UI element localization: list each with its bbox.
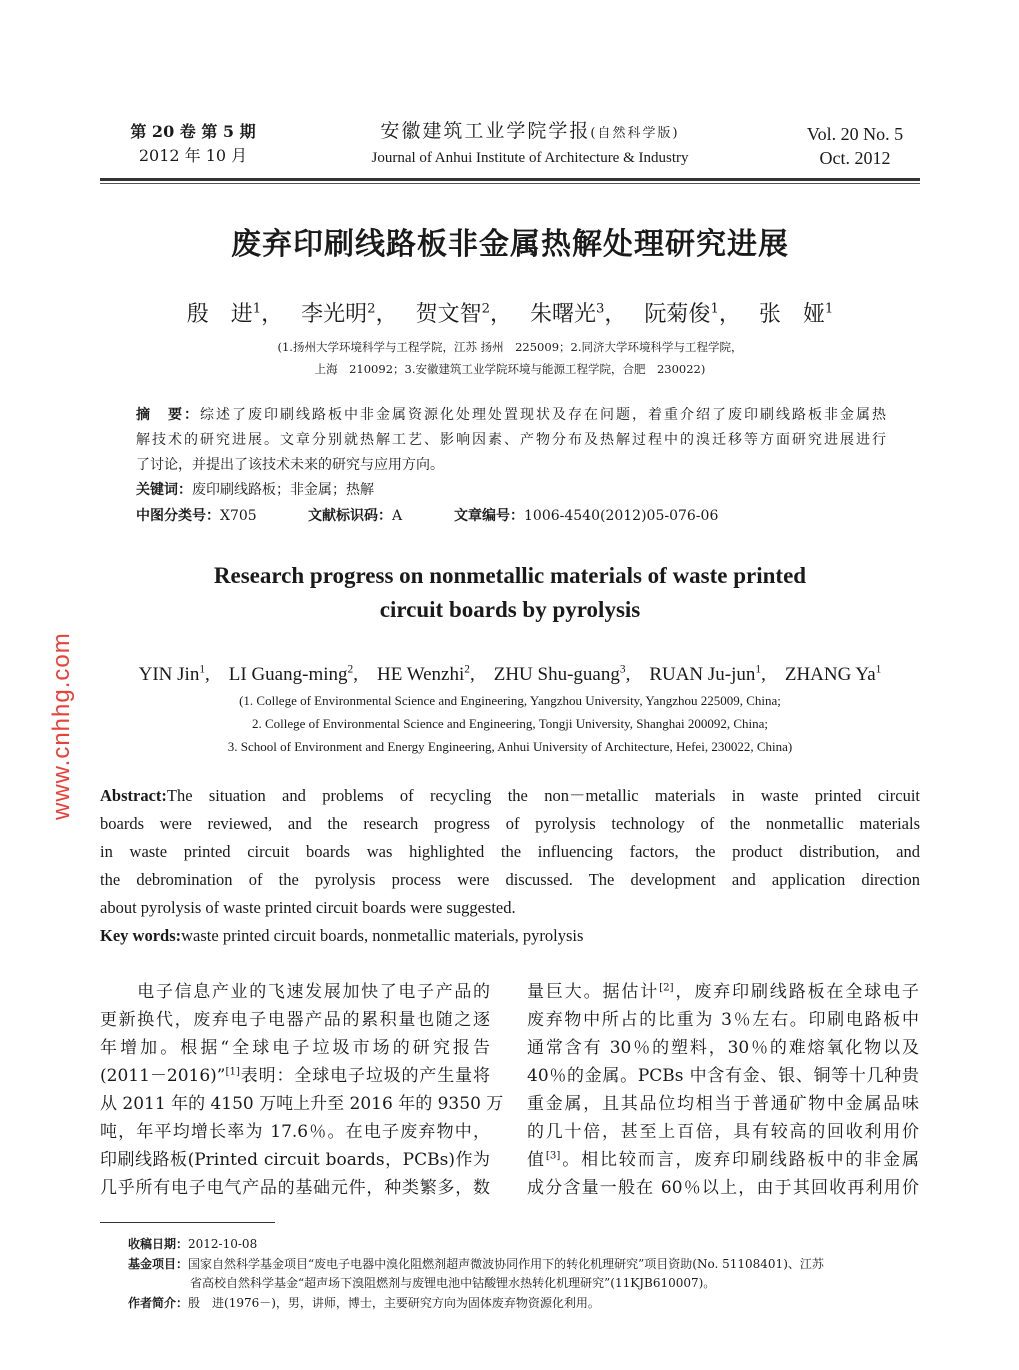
affiliations-en <box>100 689 920 758</box>
date-cn: 2012 年 10 月 <box>138 146 248 165</box>
author-cn: 李光明$^2$， <box>301 301 409 327</box>
abstract-en-line: about pyrolysis of waste printed circuit boards were suggested. <box>100 898 516 917</box>
citation: [3] <box>545 1150 561 1162</box>
body-line: 几乎所有电子电气产品的基础元件，种类繁多，数 <box>100 1178 490 1198</box>
classification-cn: 中图分类号：X705 文献标识码：A 文章编号：1006-4540(2012)05-076-06 <box>136 508 719 524</box>
author-en: ZHU Shu-guang$^3$, <box>493 663 645 685</box>
body-line: 通常含有 30％的塑料，30％的难熔氧化物以及 <box>527 1038 919 1058</box>
footnote-fund: 基金项目：国家自然科学基金项目“废电子电器中溴化阻燃剂超声微波协同作用下的转化机理研究”项目资助(No. 51108401)、江苏 <box>128 1257 824 1271</box>
affiliation-line: 3. School of Environment and Energy Engineering, Anhui University of Architecture, Hefei, 230022, China) <box>227 739 793 754</box>
title-en-line: circuit boards by pyrolysis <box>379 597 641 622</box>
abstract-en-line: Abstract:The situation and problems of recycling the non－metallic materials in waste printed circuit <box>100 786 920 805</box>
body-line: 年增加。根据“全球电子垃圾市场的研究报告 <box>100 1038 490 1058</box>
header-rule-thin <box>100 183 920 184</box>
author-cn: 朱曙光$^3$， <box>530 301 638 327</box>
body-line: 更新换代，废弃电子电器产品的累积量也随之逐 <box>100 1010 490 1030</box>
affiliation-line: 上海 210092；3.安徽建筑工业学院环境与能源工程学院，合肥 230022) <box>314 362 706 376</box>
abstract-cn-line: 摘 要：综述了废印刷线路板中非金属资源化处理处置现状及存在问题，着重介绍了废印刷线路板非金属热 <box>136 407 886 423</box>
body-line: (2011－2016)”[1]表明：全球电子垃圾的产生量将 <box>100 1066 490 1086</box>
author-en: ZHANG Ya$^1$ <box>784 663 882 685</box>
body-line: 重金属，且其品位均相当于普通矿物中金属品味 <box>527 1094 919 1114</box>
title-cn: 废弃印刷线路板非金属热解处理研究进展 <box>231 227 789 262</box>
journal-issue-cn <box>118 120 268 168</box>
abstract-en-line: the debromination of the pyrolysis process were discussed. The development and application direction <box>100 870 920 889</box>
author-en: YIN Jin$^1$, <box>138 663 225 685</box>
journal-issue-en <box>790 122 920 170</box>
abstract-en-line: boards were reviewed, and the research progress of pyrolysis technology of the nonmetallic materials <box>100 814 920 833</box>
abstract-en-line: in waste printed circuit boards was highlighted the influencing factors, the product distribution, and <box>100 842 920 861</box>
journal-name-cn: 安徽建筑工业学院学报 <box>380 120 591 142</box>
date-en: Oct. 2012 <box>819 148 891 168</box>
abstract-cn-line: 了讨论，并提出了该技术未来的研究与应用方向。 <box>136 457 444 473</box>
citation: [1] <box>225 1066 240 1078</box>
author-cn: 殷 进$^1$， <box>186 301 295 327</box>
keywords-cn: 关键词：废印刷线路板；非金属；热解 <box>136 482 374 498</box>
affiliation-line: (1. College of Environmental Science and Engineering, Yangzhou University, Yangzhou 225009, China; <box>239 693 781 708</box>
body-line: 成分含量一般在 60％以上，由于其回收再利用价 <box>527 1178 919 1198</box>
body-line: 值[3]。相比较而言，废弃印刷线路板中的非金属 <box>527 1150 920 1170</box>
author-en: LI Guang-ming$^2$, <box>228 663 373 685</box>
footnote-fund-cont: 省高校自然科学基金“超声场下溴阻燃剂与废锂电池中钴酸锂水热转化机理研究”(11KJB610007)。 <box>190 1276 716 1290</box>
author-en: RUAN Ju-jun$^1$, <box>649 663 781 685</box>
affiliation-line: 2. College of Environmental Science and Engineering, Tongji University, Shanghai 200092, China; <box>251 716 769 731</box>
body-line: 电子信息产业的飞速发展加快了电子产品的 <box>100 982 490 1002</box>
header-rule <box>100 178 920 181</box>
author-cn: 贺文智$^2$， <box>415 301 523 327</box>
author-cn: 张 娅$^1$ <box>758 301 834 327</box>
footnote-rule <box>100 1222 275 1223</box>
body-line: 量巨大。据估计[2]，废弃印刷线路板在全球电子 <box>527 982 920 1002</box>
volume-en: Vol. 20 No. 5 <box>806 124 904 144</box>
title-en-line: Research progress on nonmetallic materials of waste printed <box>213 563 807 588</box>
volume-cn: 第 20 卷 第 5 期 <box>130 122 256 141</box>
keywords-en: Key words:waste printed circuit boards, nonmetallic materials, pyrolysis <box>100 926 584 945</box>
title-en <box>100 559 920 627</box>
body-line: 吨，年平均增长率为 17.6％。在电子废弃物中， <box>100 1122 490 1142</box>
body-line: 从 2011 年的 4150 万吨上升至 2016 年的 9350 万 <box>100 1094 504 1114</box>
watermark: www.cnhhg.com <box>48 632 75 820</box>
body-line: 的几十倍，甚至上百倍，具有较高的回收利用价 <box>527 1122 919 1142</box>
citation: [2] <box>659 982 674 994</box>
body-line: 印刷线路板(Printed circuit boards，PCBs)作为 <box>100 1150 490 1170</box>
abstract-cn-line: 解技术的研究进展。文章分别就热解工艺、影响因素、产物分布及热解过程中的溴迁移等方面研究进展进行 <box>136 432 886 448</box>
authors-cn <box>100 300 920 330</box>
footnote-author: 作者简介：殷 进(1976－)，男，讲师，博士，主要研究方向为固体废弃物资源化利用。 <box>128 1296 600 1310</box>
body-line: 废弃物中所占的比重为 3％左右。印刷电路板中 <box>527 1010 919 1030</box>
journal-name-en: Journal of Anhui Institute of Architecture & Industry <box>371 150 689 166</box>
journal-title <box>330 118 730 169</box>
footnote-received: 收稿日期：2012-10-08 <box>128 1237 258 1251</box>
authors-en <box>100 661 920 689</box>
author-cn: 阮菊俊$^1$， <box>644 301 752 327</box>
journal-edition-cn: (自然科学版) <box>590 126 680 141</box>
affiliation-line: (1.扬州大学环境科学与工程学院，江苏 扬州 225009；2.同济大学环境科学与工程学院， <box>277 340 743 354</box>
affiliations-cn <box>100 336 920 380</box>
body-line: 40％的金属。PCBs 中含有金、银、铜等十几种贵 <box>527 1066 919 1086</box>
author-en: HE Wenzhi$^2$, <box>376 663 489 685</box>
